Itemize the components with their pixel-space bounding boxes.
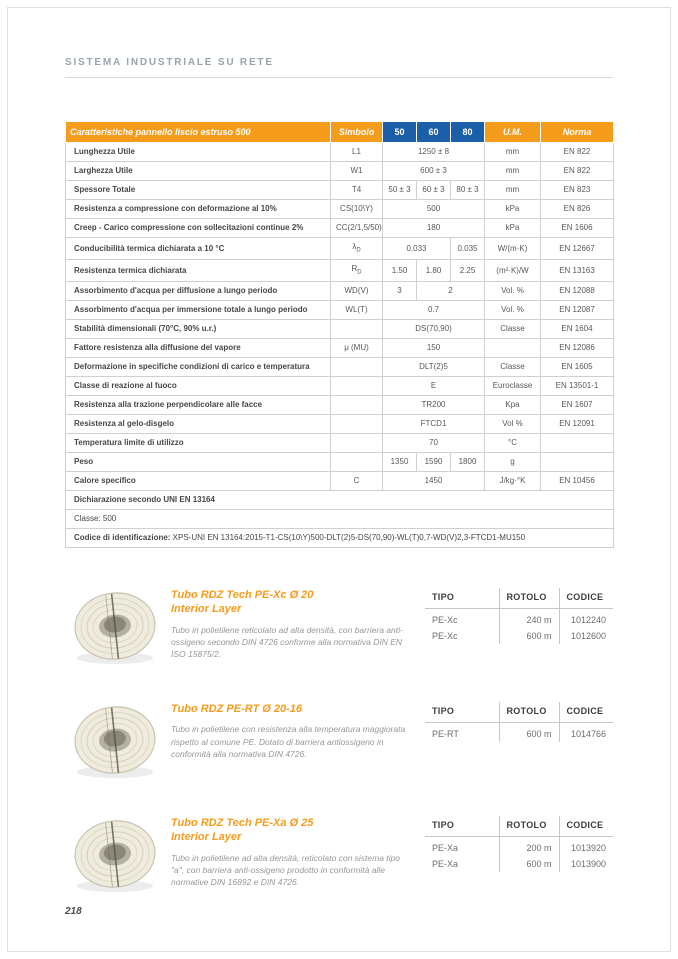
spec-um: Euroclasse: [485, 377, 541, 396]
product-table-header-row: [425, 816, 613, 837]
column-header-80: 80: [451, 122, 485, 143]
product-table-row: [425, 837, 613, 857]
product-cell: 240 m: [499, 609, 559, 629]
page-number: 218: [65, 906, 82, 917]
products-section: [65, 588, 613, 899]
spec-norma: EN 13501-1: [541, 377, 614, 396]
spec-symbol: WL(T): [331, 301, 383, 320]
spec-norma: EN 12088: [541, 282, 614, 301]
spec-label: Peso: [66, 453, 331, 472]
product-cell: PE-Xa: [432, 843, 459, 854]
spec-value: 60 ± 3: [417, 181, 451, 200]
spec-value: 1.80: [417, 260, 451, 282]
column-header-50: 50: [383, 122, 417, 143]
spec-table-row: [66, 282, 614, 301]
spec-table-row: [66, 260, 614, 282]
spec-value: 180: [383, 219, 485, 238]
spec-table-header-row: [66, 122, 614, 143]
header-rule: [65, 77, 613, 78]
spec-symbol: [331, 358, 383, 377]
product-title-line2: Interior Layer: [171, 603, 242, 616]
spec-table-row: [66, 529, 614, 548]
spec-table-row: [66, 434, 614, 453]
spec-value: 0.035: [451, 238, 485, 260]
product-table-row: [425, 609, 613, 629]
spec-table-row: [66, 472, 614, 491]
spec-value: TR200: [383, 396, 485, 415]
product-cell: 1013920: [559, 837, 613, 857]
spec-table-row: [66, 200, 614, 219]
product-cell: 1014766: [559, 723, 613, 743]
product-table-header-row: [425, 588, 613, 609]
spec-table-row: [66, 415, 614, 434]
product-description: Tubo in polietilene reticolato ad alta densità, con barriera anti-ossigeno secondo DIN 4726 conforme alla normativa DIN EN ISO 15875/2.: [171, 624, 403, 660]
product-cell: 600 m: [499, 628, 559, 644]
product-cell: PE-Xc: [432, 631, 458, 642]
spec-um: °C: [485, 434, 541, 453]
spec-value: 500: [383, 200, 485, 219]
spec-table: [65, 121, 614, 548]
product-title-line1: Tubo RDZ Tech PE-Xc Ø 20: [171, 589, 314, 602]
spec-um: Kpa: [485, 396, 541, 415]
product-title-line1: Tubo RDZ PE-RT Ø 20-16: [171, 703, 303, 716]
product-cell: PE-RT: [432, 729, 459, 740]
spec-value: 1350: [383, 453, 417, 472]
product-description: Tubo in polietilene con resistenza alla temperatura maggiorata rispetto al comune PE. Dotato di barriera antiossigeno in conformità alla normativa DIN 4726.: [171, 724, 406, 760]
product-table-header-row: [425, 702, 613, 723]
spec-value: 0.7: [383, 301, 485, 320]
column-header-codice: CODICE: [559, 816, 613, 837]
spec-value: 2: [417, 282, 485, 301]
spec-norma: EN 1607: [541, 396, 614, 415]
spec-norma: EN 12667: [541, 238, 614, 260]
spec-symbol: C: [331, 472, 383, 491]
spec-label: Resistenza a compressione con deformazione al 10%: [66, 200, 331, 219]
spec-label: Lunghezza Utile: [66, 143, 331, 162]
spec-um: Classe: [485, 320, 541, 339]
product-table-row: [425, 723, 613, 743]
column-header-60: 60: [417, 122, 451, 143]
product-codes-table: [425, 702, 613, 742]
spec-full-label: Codice di identificazione:: [74, 533, 171, 543]
spec-symbol: [331, 415, 383, 434]
spec-table-row: [66, 510, 614, 529]
spec-norma: EN 1605: [541, 358, 614, 377]
product-info: [171, 702, 421, 760]
spec-full-cell: Dichiarazione secondo UNI EN 13164: [66, 491, 614, 510]
spec-norma: EN 10456: [541, 472, 614, 491]
column-header-rotolo: ROTOLO: [499, 702, 559, 723]
product-cell: 1012600: [559, 628, 613, 644]
spec-norma: EN 822: [541, 143, 614, 162]
spec-value: 3: [383, 282, 417, 301]
spec-value: DLT(2)5: [383, 358, 485, 377]
product-cell: 600 m: [499, 856, 559, 872]
spec-symbol: CS(10\Y): [331, 200, 383, 219]
spec-label: Classe di reazione al fuoco: [66, 377, 331, 396]
spec-table-title: Caratteristiche pannello liscio estruso 500: [66, 122, 331, 143]
spec-table-row: [66, 339, 614, 358]
spec-symbol: WD(V): [331, 282, 383, 301]
spec-value: 150: [383, 339, 485, 358]
spec-norma: EN 12087: [541, 301, 614, 320]
spec-full-cell: Classe: 500: [66, 510, 614, 529]
spec-value: DS(70,90): [383, 320, 485, 339]
spec-um: g: [485, 453, 541, 472]
spec-um: mm: [485, 143, 541, 162]
spec-symbol: CC(2/1,5/50): [331, 219, 383, 238]
product-cell: PE-Xc: [432, 615, 458, 626]
spec-norma: EN 12091: [541, 415, 614, 434]
spec-label: Creep - Carico compressione con sollecitazioni continue 2%: [66, 219, 331, 238]
spec-norma: EN 826: [541, 200, 614, 219]
spec-value: 1450: [383, 472, 485, 491]
spec-table-row: [66, 143, 614, 162]
product-block: [65, 702, 613, 785]
spec-value: 1250 ± 8: [383, 143, 485, 162]
spec-value: 2.25: [451, 260, 485, 282]
product-title-line2: Interior Layer: [171, 831, 242, 844]
spec-value: 600 ± 3: [383, 162, 485, 181]
spec-um: [485, 339, 541, 358]
product-title: [171, 702, 421, 716]
product-block: [65, 588, 613, 671]
spec-table-row: [66, 181, 614, 200]
product-title-line1: Tubo RDZ Tech PE-Xa Ø 25: [171, 817, 314, 830]
spec-um: kPa: [485, 200, 541, 219]
spec-label: Deformazione in specifiche condizioni di carico e temperatura: [66, 358, 331, 377]
product-cell: 200 m: [499, 837, 559, 857]
product-description: Tubo in polietilene ad alta densità, reticolato con sistema tipo "a", con barriera anti-ossigeno prodotto in conformità alle normative DIN 16892 e DIN 4726.: [171, 852, 401, 888]
spec-value: 1800: [451, 453, 485, 472]
spec-symbol: [331, 434, 383, 453]
spec-symbol: [331, 396, 383, 415]
spec-value: FTCD1: [383, 415, 485, 434]
product-info: [171, 588, 421, 661]
spec-norma: [541, 434, 614, 453]
column-header-rotolo: ROTOLO: [499, 816, 559, 837]
column-header-um: U.M.: [485, 122, 541, 143]
spec-norma: EN 823: [541, 181, 614, 200]
spec-table-row: [66, 219, 614, 238]
spec-full-cell: Codice di identificazione: XPS-UNI EN 13164:2015-T1-CS(10\Y)500-DLT(2)5-DS(70,90)-WL(T)0,7-WD(V)2,3-FTCD1-MU150: [66, 529, 614, 548]
spec-table-row: [66, 320, 614, 339]
spec-table-row: [66, 162, 614, 181]
pipe-coil-image: [65, 702, 167, 785]
spec-table-row: [66, 358, 614, 377]
spec-table-row: [66, 377, 614, 396]
product-codes-table: [425, 588, 613, 644]
spec-label: Spessore Totale: [66, 181, 331, 200]
spec-symbol: [331, 377, 383, 396]
product-cell: 600 m: [499, 723, 559, 743]
column-header-codice: CODICE: [559, 588, 613, 609]
spec-value: 1590: [417, 453, 451, 472]
spec-norma: EN 1606: [541, 219, 614, 238]
pipe-coil-image: [65, 588, 167, 671]
spec-norma: EN 822: [541, 162, 614, 181]
spec-label: Resistenza alla trazione perpendicolare alle facce: [66, 396, 331, 415]
spec-um: mm: [485, 162, 541, 181]
column-header-tipo: TIPO: [425, 816, 499, 837]
spec-norma: EN 13163: [541, 260, 614, 282]
spec-symbol: $R_D$: [331, 260, 383, 282]
spec-table-row: [66, 396, 614, 415]
column-header-rotolo: ROTOLO: [499, 588, 559, 609]
doc-header: [65, 57, 613, 78]
column-header-norma: Norma: [541, 122, 614, 143]
product-title: [171, 588, 421, 617]
spec-um: (m²·K)/W: [485, 260, 541, 282]
spec-value: E: [383, 377, 485, 396]
column-header-simbolo: Simbolo: [331, 122, 383, 143]
pipe-coil-graphic: [69, 588, 161, 666]
spec-value: 80 ± 3: [451, 181, 485, 200]
spec-symbol: [331, 320, 383, 339]
pipe-coil-graphic: [69, 816, 161, 894]
spec-um: J/kg·°K: [485, 472, 541, 491]
spec-symbol: μ (MU): [331, 339, 383, 358]
spec-label: Larghezza Utile: [66, 162, 331, 181]
spec-value: 0.033: [383, 238, 451, 260]
spec-label: Assorbimento d'acqua per immersione totale a lungo periodo: [66, 301, 331, 320]
spec-um: Vol %: [485, 415, 541, 434]
spec-value: 70: [383, 434, 485, 453]
product-table-row: [425, 856, 613, 872]
spec-symbol: L1: [331, 143, 383, 162]
page-title: SISTEMA INDUSTRIALE SU RETE: [65, 57, 274, 68]
spec-label: Assorbimento d'acqua per diffusione a lungo periodo: [66, 282, 331, 301]
spec-norma: EN 1604: [541, 320, 614, 339]
spec-norma: [541, 453, 614, 472]
spec-symbol: W1: [331, 162, 383, 181]
spec-symbol: $\lambda_D$: [331, 238, 383, 260]
product-table-row: [425, 628, 613, 644]
spec-label: Fattore resistenza alla diffusione del vapore: [66, 339, 331, 358]
product-block: [65, 816, 613, 899]
column-header-codice: CODICE: [559, 702, 613, 723]
spec-um: kPa: [485, 219, 541, 238]
product-info: [171, 816, 421, 889]
spec-um: Classe: [485, 358, 541, 377]
spec-um: Vol. %: [485, 301, 541, 320]
column-header-tipo: TIPO: [425, 588, 499, 609]
spec-symbol: T4: [331, 181, 383, 200]
column-header-tipo: TIPO: [425, 702, 499, 723]
spec-table-row: [66, 453, 614, 472]
spec-label: Resistenza al gelo-disgelo: [66, 415, 331, 434]
spec-label: Stabilità dimensionali (70°C, 90% u.r.): [66, 320, 331, 339]
page-content: [65, 57, 613, 899]
spec-norma: EN 12086: [541, 339, 614, 358]
spec-table-row: [66, 238, 614, 260]
product-title: [171, 816, 421, 845]
pipe-coil-graphic: [69, 702, 161, 780]
product-codes-table: [425, 816, 613, 872]
spec-um: W/(m·K): [485, 238, 541, 260]
spec-label: Temperatura limite di utilizzo: [66, 434, 331, 453]
spec-um: mm: [485, 181, 541, 200]
spec-label: Resistenza termica dichiarata: [66, 260, 331, 282]
spec-um: Vol. %: [485, 282, 541, 301]
spec-table-row: [66, 491, 614, 510]
product-cell: 1012240: [559, 609, 613, 629]
spec-value: 1.50: [383, 260, 417, 282]
spec-label: Calore specifico: [66, 472, 331, 491]
product-cell: 1013900: [559, 856, 613, 872]
spec-value: 50 ± 3: [383, 181, 417, 200]
spec-label: Conducibilità termica dichiarata a 10 °C: [66, 238, 331, 260]
spec-symbol: [331, 453, 383, 472]
spec-table-row: [66, 301, 614, 320]
product-cell: PE-Xa: [432, 859, 459, 870]
pipe-coil-image: [65, 816, 167, 899]
